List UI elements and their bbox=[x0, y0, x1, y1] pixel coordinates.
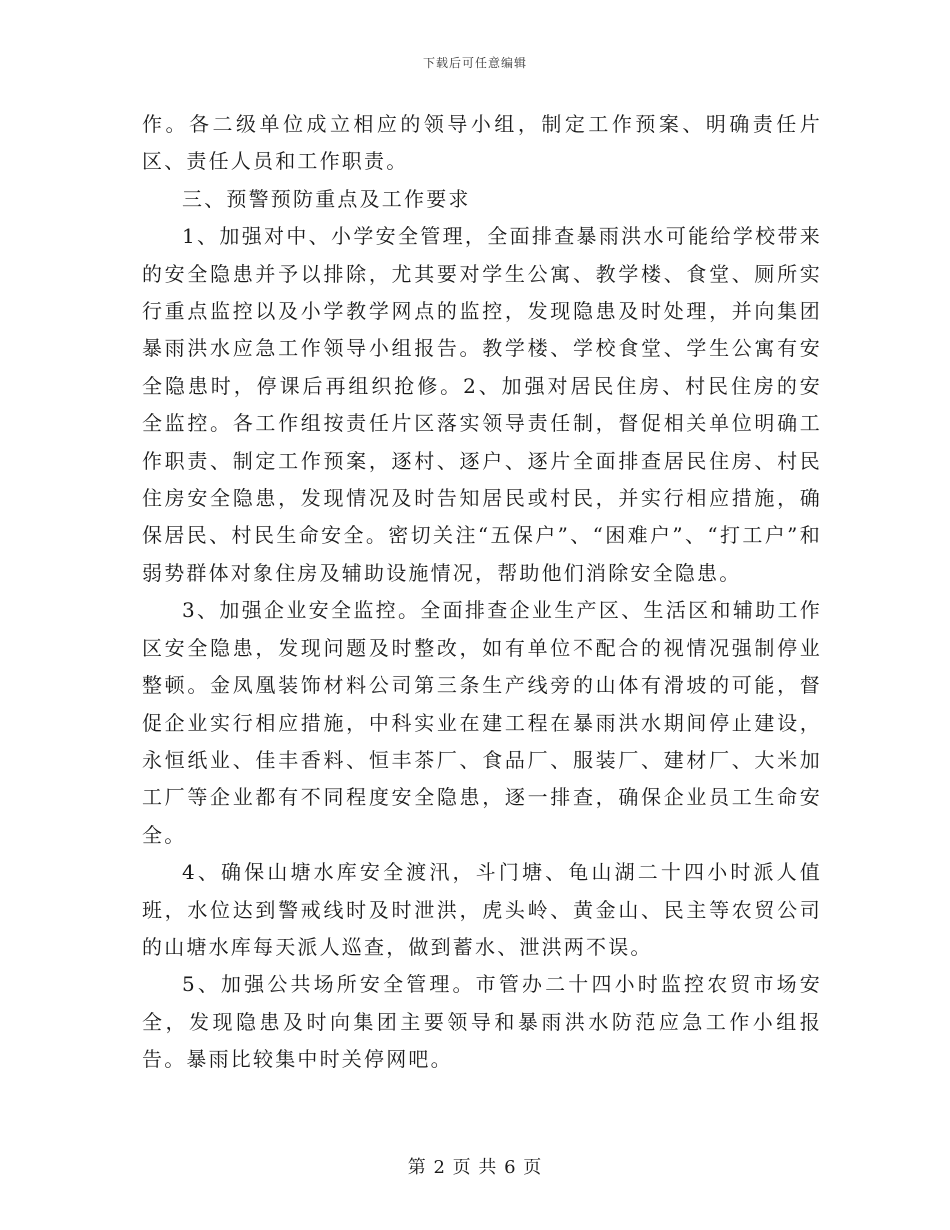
paragraph-item-1-2: 1、加强对中、小学安全管理，全面排查暴雨洪水可能给学校带来的安全隐患并予以排除，尤其要对学生公寓、教学楼、食堂、厕所实行重点监控以及小学教学网点的监控，发现隐患及时处理，并向集团暴雨洪水应急工作领导小组报告。教学楼、学校食堂、学生公寓有安全隐患时，停课后再组织抢修。2、加强对居民住房、村民住房的安全监控。各工作组按责任片区落实领导责任制，督促相关单位明确工作职责、制定工作预案，逐村、逐户、逐片全面排查居民住房、村民住房安全隐患，发现情况及时告知居民或村民，并实行相应措施，确保居民、村民生命安全。密切关注“五保户”、“困难户”、“打工户”和弱势群体对象住房及辅助设施情况，帮助他们消除安全隐患。 bbox=[142, 224, 822, 585]
section-heading: 三、预警预防重点及工作要求 bbox=[182, 186, 471, 211]
document-body bbox=[142, 106, 822, 1079]
page-number: 第 2 页 共 6 页 bbox=[407, 1157, 543, 1178]
paragraph-item-4: 4、确保山塘水库安全渡汛，斗门塘、龟山湖二十四小时派人值班，水位达到警戒线时及时泄洪，虎头岭、黄金山、民主等农贸公司的山塘水库每天派人巡查，做到蓄水、泄洪两不误。 bbox=[142, 860, 822, 959]
paragraph-item-3: 3、加强企业安全监控。全面排查企业生产区、生活区和辅助工作区安全隐患，发现问题及时整改，如有单位不配合的视情况强制停业整顿。金凤凰装饰材料公司第三条生产线旁的山体有滑坡的可能，督促企业实行相应措施，中科实业在建工程在暴雨洪水期间停止建设，永恒纸业、佳丰香料、恒丰茶厂、食品厂、服装厂、建材厂、大米加工厂等企业都有不同程度安全隐患，逐一排查，确保企业员工生命安全。 bbox=[142, 598, 822, 847]
paragraph-item-5: 5、加强公共场所安全管理。市管办二十四小时监控农贸市场安全，发现隐患及时向集团主要领导和暴雨洪水防范应急工作小组报告。暴雨比较集中时关停网吧。 bbox=[142, 972, 822, 1072]
page-header: 下载后可任意编辑 bbox=[422, 56, 527, 70]
paragraph-continuation: 作。各二级单位成立相应的领导小组，制定工作预案、明确责任片区、责任人员和工作职责。 bbox=[142, 112, 822, 174]
